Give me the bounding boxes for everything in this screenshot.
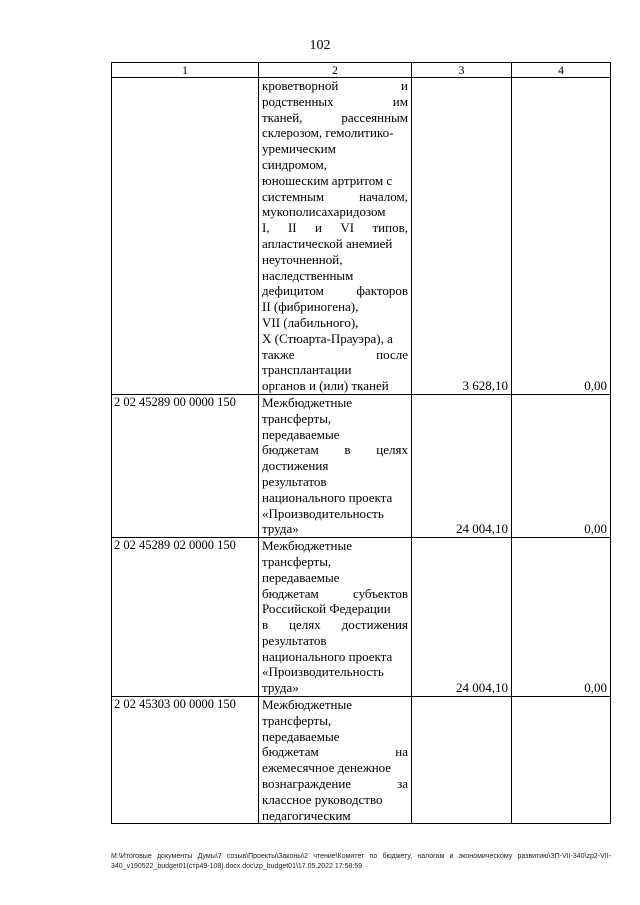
budget-code-cell: 2 02 45289 00 0000 150 [112,394,259,537]
description-line: уремическим [262,141,336,157]
amount-col3-cell [412,697,512,824]
description-line: труда» [262,521,299,537]
description-line: трансплантации [262,362,352,378]
description-line: Межбюджетные [262,538,352,554]
description-line: Межбюджетные [262,394,352,410]
description-line: органов и (или) тканей [262,378,389,394]
description-line: результатов [262,632,327,648]
description-cell [259,78,412,395]
header-col-2: 2 [259,63,412,78]
page-number: 102 [309,38,331,53]
amount-col4-cell: 0,00 [512,394,611,537]
header-col-4: 4 [512,63,611,78]
amount-col4-cell: 0,00 [512,78,611,395]
description-line: «Производительность [262,505,384,521]
description-line: Межбюджетные [262,697,352,713]
amount-col3-cell: 24 004,10 [412,394,512,537]
header-col-3: 3 [412,63,512,78]
description-line: педагогическим [262,807,351,823]
budget-code-cell: 2 02 45303 00 0000 150 [112,697,259,824]
description-line: трансферты, [262,712,332,728]
description-line: бюджетам на [262,744,408,760]
description-line: наследственным [262,267,354,283]
budget-code-cell [112,78,259,395]
description-line: X (Стюарта-Прауэра), а [262,330,393,346]
budget-table [111,62,611,824]
description-line: апластической анемией [262,235,393,251]
description-line: в целях достижения [262,617,408,633]
description-line: тканей, рассеянным [262,109,408,125]
description-line: неуточненной, [262,251,343,267]
description-line: родственных им [262,93,408,109]
description-line: трансферты, [262,410,332,426]
description-line: передаваемые [262,569,340,585]
description-line: результатов [262,473,327,489]
description-line: склерозом, гемолитико- [262,125,394,141]
table-row [112,394,611,537]
description-line: дефицитом факторов [262,283,408,299]
description-cell [259,538,412,697]
amount-col3-cell: 3 628,10 [412,78,512,395]
description-line: трансферты, [262,553,332,569]
description-line: классное руководство [262,791,383,807]
description-line: I, II и VI типов, [262,220,408,236]
description-line: синдромом, [262,156,328,172]
description-cell [259,394,412,537]
description-cell [259,697,412,824]
description-line: кроветворной и [262,78,408,93]
description-line: «Производительность [262,664,384,680]
amount-col4-cell [512,697,611,824]
table-header-row [112,63,611,78]
description-line: также после [262,346,408,362]
description-line: VII (лабильного), [262,314,359,330]
table-row [112,697,611,824]
description-line: национального проекта [262,648,393,664]
budget-code-cell: 2 02 45289 02 0000 150 [112,538,259,697]
description-line: передаваемые [262,728,340,744]
description-line: Российской Федерации [262,601,391,617]
description-line: мукополисахаридозом [262,204,386,220]
description-line: системным началом, [262,188,408,204]
description-line: II (фибриногена), [262,299,359,315]
amount-col4-cell: 0,00 [512,538,611,697]
description-line: бюджетам в целях [262,442,408,458]
header-col-1: 1 [112,63,259,78]
description-line: национального проекта [262,489,393,505]
file-path-footer: M:\Итоговые документы Думы\7 созыв\Проекты\Законы\2 чтение\Комитет по бюджету, налогам и экономическому развитию\ЗП-VII-340\zp2-VII-340_v190522_budget01(стр49-108).docx.doc\zp_budget01\17.05.2022 17:58:59 [111,853,611,870]
description-line: бюджетам субъектов [262,585,408,601]
description-line: юношеским артритом с [262,172,393,188]
table-row [112,78,611,395]
table-row [112,538,611,697]
description-line: вознаграждение за [262,776,408,792]
description-line: достижения [262,458,329,474]
description-line: труда» [262,680,299,696]
description-line: ежемесячное денежное [262,760,392,776]
amount-col3-cell: 24 004,10 [412,538,512,697]
description-line: передаваемые [262,426,340,442]
